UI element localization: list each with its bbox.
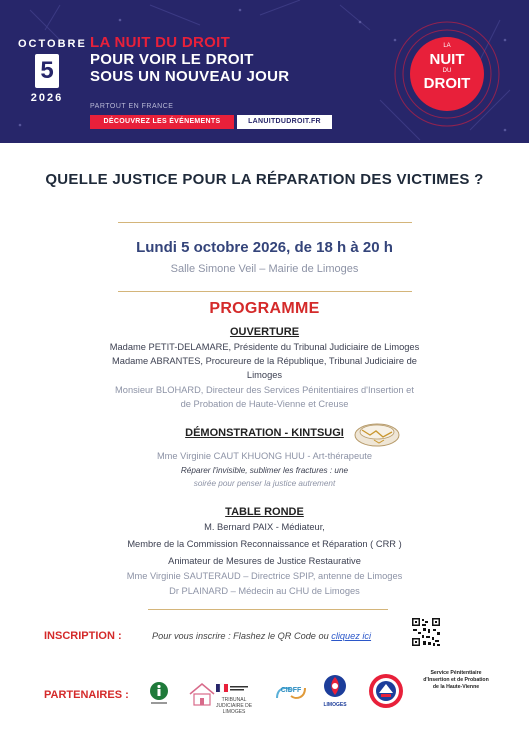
limoges-caption: LIMOGES <box>323 702 347 708</box>
header-banner <box>0 0 529 143</box>
qr-code-icon[interactable] <box>411 617 441 647</box>
kintsugi-bowl-icon <box>352 418 402 448</box>
inscription-text <box>152 631 371 641</box>
badge-month: OCTOBRE <box>18 38 87 50</box>
date-badge <box>12 38 87 108</box>
banner-title-line3: SOUS UN NOUVEAU JOUR <box>90 68 290 85</box>
demo-tagline: soirée pour penser la justice autrement <box>193 479 336 488</box>
spip-caption: Service Pénitentiaire d'Insertion et de Probation de la Haute-Vienne <box>423 670 489 690</box>
logo-du: DU <box>442 68 452 74</box>
opening-heading: OUVERTURE <box>229 326 300 338</box>
event-title: QUELLE JUSTICE POUR LA RÉPARATION DES VICTIMES ? <box>45 171 484 188</box>
website-link-button[interactable]: LANUITDUDROIT.FR <box>237 115 332 129</box>
nuit-du-droit-logo <box>410 37 484 111</box>
round-seal-logo <box>368 673 404 709</box>
cidff-caption: CIDFF <box>280 687 302 694</box>
opening-line: Monsieur BLOHARD, Directeur des Services Pénitentiaires d'Insertion et <box>115 385 414 395</box>
badge-year: 2026 <box>30 92 64 104</box>
register-link[interactable]: cliquez ici <box>331 631 372 641</box>
opening-line: Limoges <box>246 370 283 380</box>
demo-speaker: Mme Virginie CAUT KHUONG HUU - Art-thérapeute <box>156 451 373 461</box>
event-date: Lundi 5 octobre 2026, de 18 h à 20 h <box>136 239 393 256</box>
roundtable-line: Dr PLAINARD – Médecin au CHU de Limoges <box>169 586 360 596</box>
divider-middle <box>118 291 412 292</box>
demo-heading: DÉMONSTRATION - KINTSUGI <box>185 427 344 439</box>
inscription-instructions: Pour vous inscrire : Flashez le QR Code ou <box>152 631 332 641</box>
info-circle-logo <box>148 681 170 707</box>
banner-subtitle: PARTOUT EN FRANCE <box>90 103 174 110</box>
roundtable-line: Animateur de Mesures de Justice Restaurative <box>168 556 361 566</box>
roundtable-line: Mme Virginie SAUTERAUD – Directrice SPIP, antenne de Limoges <box>126 571 403 581</box>
inscription-label: INSCRIPTION : <box>44 630 122 642</box>
event-venue: Salle Simone Veil – Mairie de Limoges <box>170 263 359 275</box>
roundtable-line: Membre de la Commission Reconnaissance et Réparation ( CRR ) <box>127 539 402 549</box>
roundtable-line: M. Bernard PAIX - Médiateur, <box>204 522 325 532</box>
demo-tagline: Réparer l'invisible, sublimer les fractures : une <box>180 466 349 475</box>
divider-bottom <box>148 609 388 610</box>
programme-heading: PROGRAMME <box>209 300 320 317</box>
logo-droit: DROIT <box>423 75 471 92</box>
opening-line: de Probation de Haute-Vienne et Creuse <box>180 399 349 409</box>
partners-label: PARTENAIRES : <box>44 689 129 701</box>
banner-title-line1: LA NUIT DU DROIT <box>90 34 231 51</box>
republique-francaise-logo <box>216 683 250 695</box>
roundtable-heading: TABLE RONDE <box>225 506 304 518</box>
divider-top <box>118 222 412 223</box>
logo-la: LA <box>443 43 451 49</box>
logo-nuit: NUIT <box>429 51 465 68</box>
tribunal-caption: TRIBUNAL JUDICIAIRE DE LIMOGES <box>215 697 253 715</box>
badge-day: 5 <box>35 54 59 88</box>
banner-title-line2: POUR VOIR LE DROIT <box>90 51 254 68</box>
opening-line: Madame PETIT-DELAMARE, Présidente du Tribunal Judiciaire de Limoges <box>109 342 420 352</box>
opening-line: Madame ABRANTES, Procureure de la République, Tribunal Judiciaire de <box>112 356 417 366</box>
limoges-logo <box>322 674 348 702</box>
discover-events-button[interactable]: DÉCOUVREZ LES ÉVÉNEMENTS <box>90 115 234 129</box>
